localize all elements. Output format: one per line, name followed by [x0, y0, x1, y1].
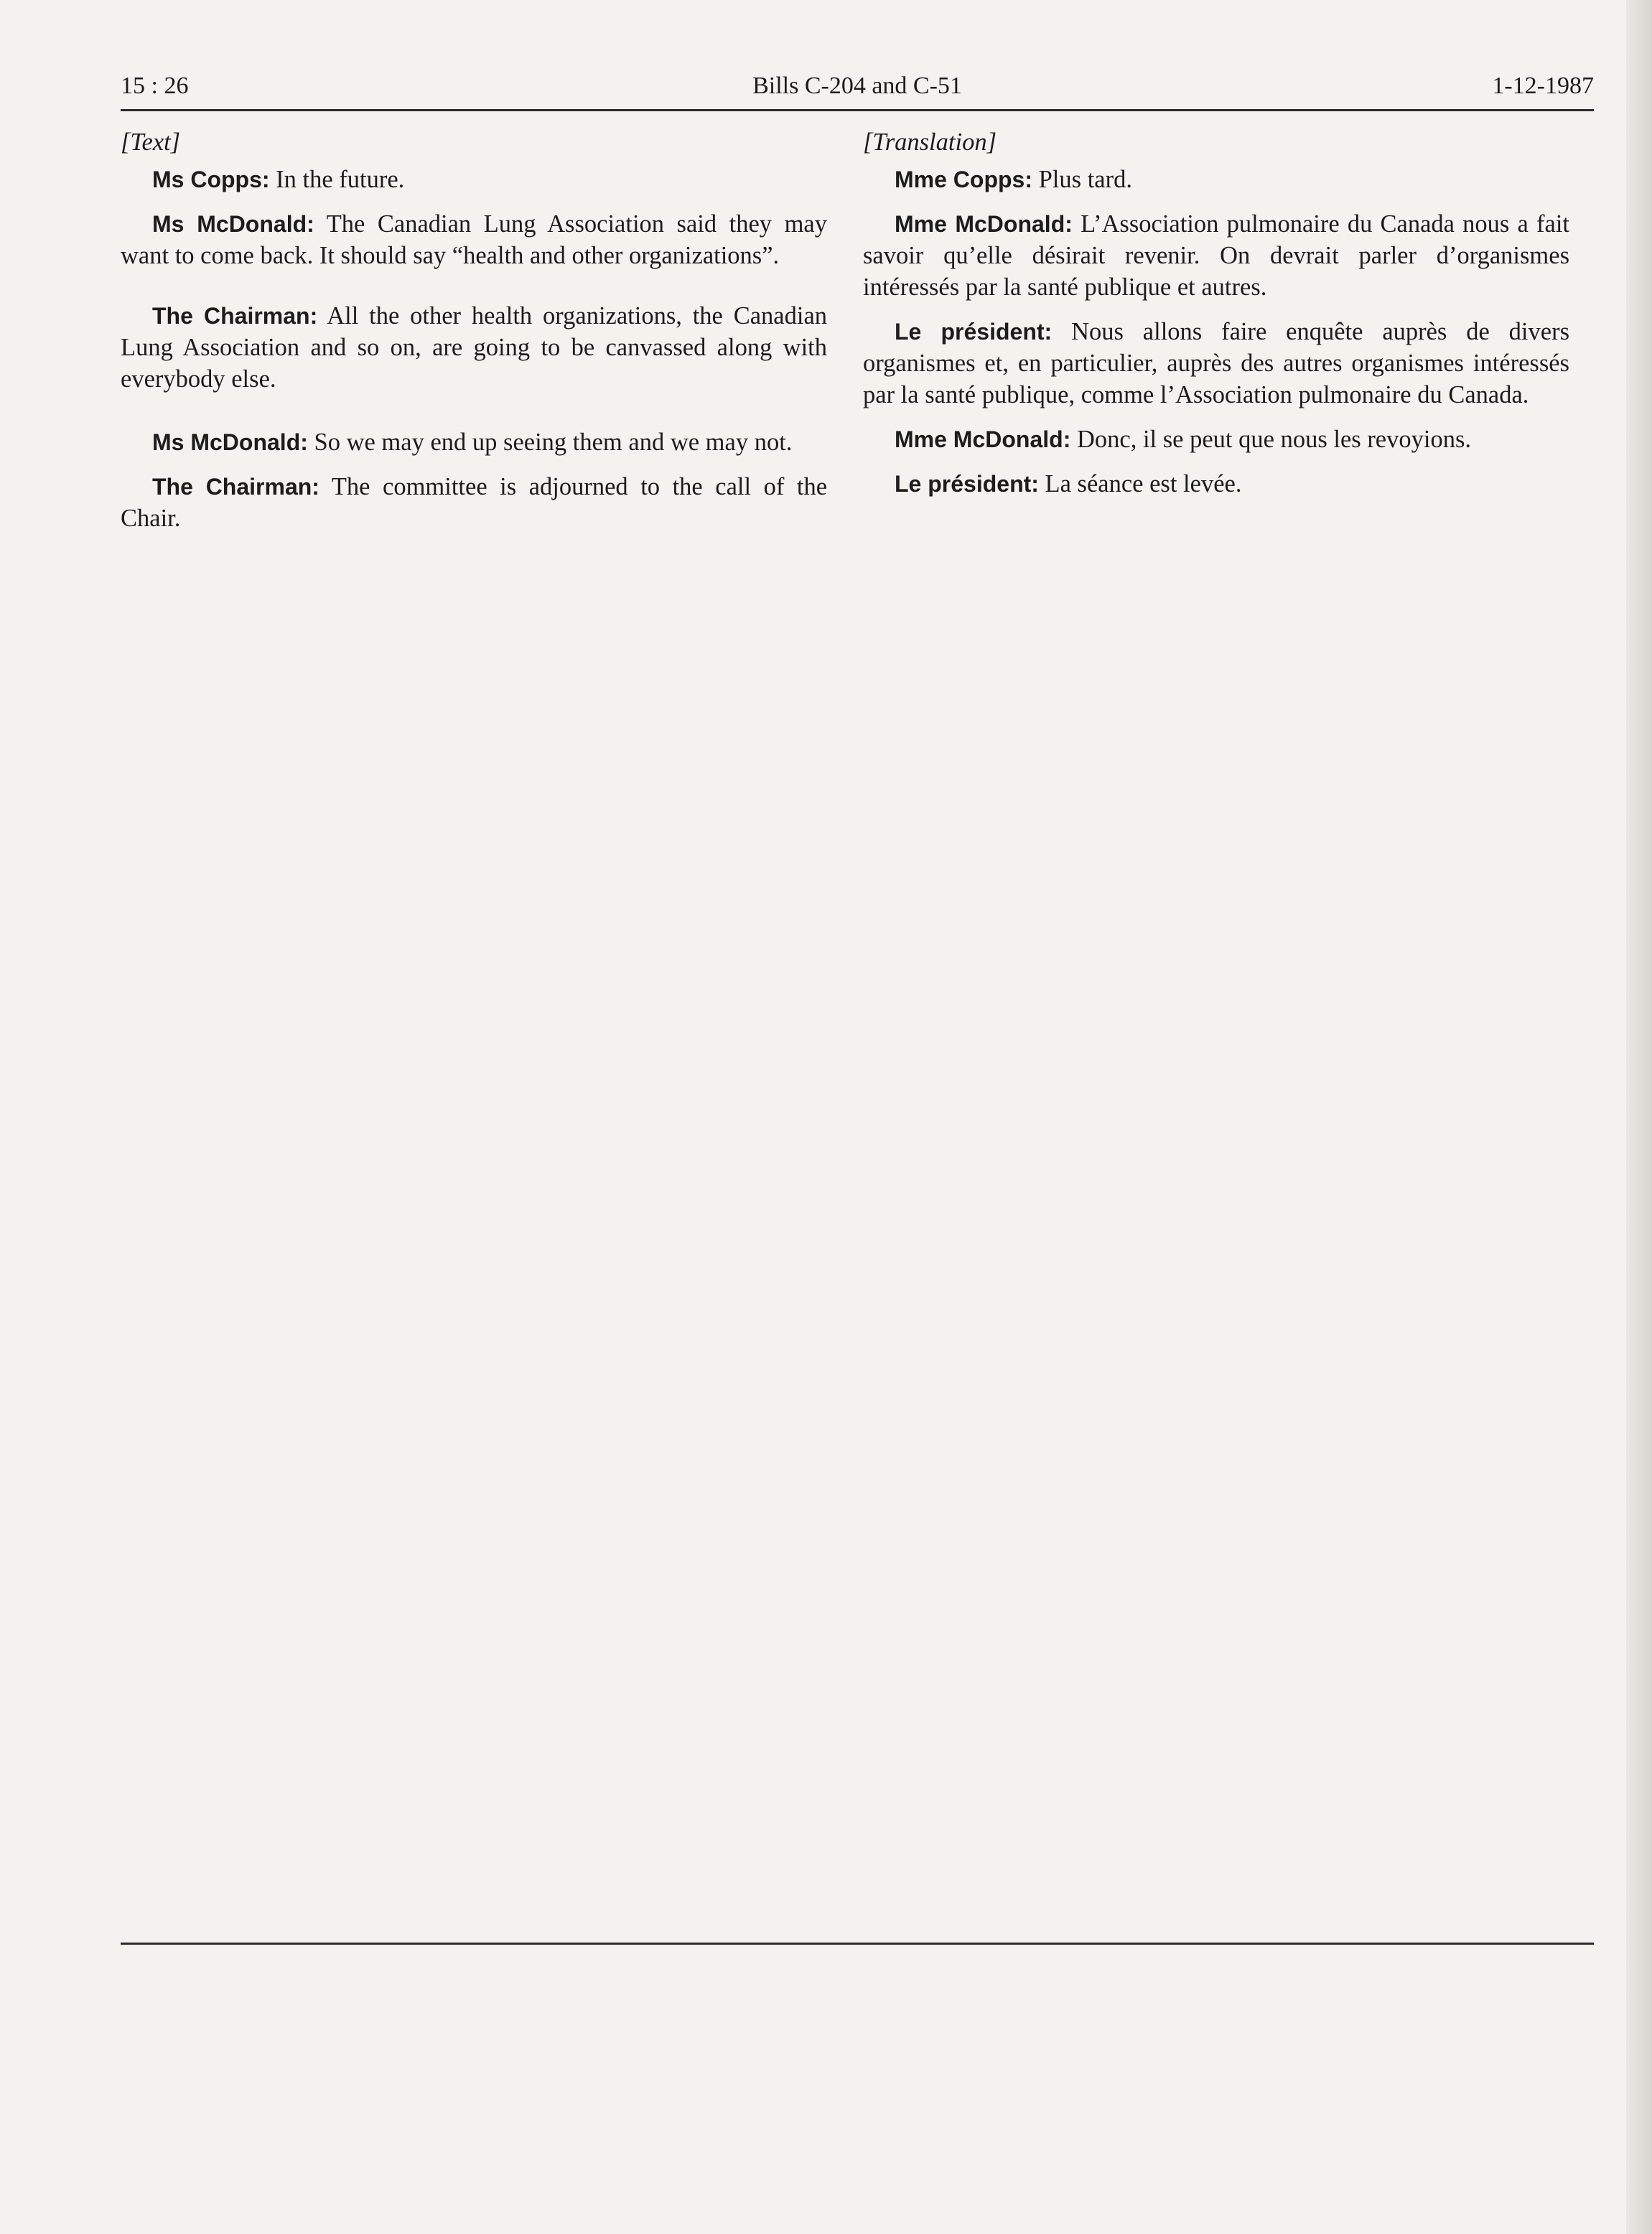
page-date: 1-12-1987	[1492, 73, 1594, 99]
transcript-paragraph	[863, 208, 1569, 303]
transcript-paragraph	[863, 468, 1569, 500]
translation-label: [Translation]	[863, 128, 997, 156]
speech-text: L’Association pulmonaire du Canada nous a fait savoir qu’elle désirait revenir. On devrait parler d’organismes intéressés par la santé publique et autres.	[863, 210, 1570, 301]
transcript-paragraph	[121, 300, 827, 395]
speech-text: Plus tard.	[1032, 166, 1132, 193]
speech-text: Nous allons faire enquête auprès de divers organismes et, en particulier, auprès des autres organismes intéressés par la santé publique, comme l’Association pulmonaire du Canada.	[863, 318, 1569, 408]
speaker-name: Le président:	[895, 319, 1053, 345]
speaker-name: Le président:	[895, 471, 1039, 497]
speech-text: La séance est levée.	[1038, 470, 1242, 497]
page-edge-shadow	[1626, 0, 1652, 2234]
transcript-paragraph	[121, 471, 827, 534]
transcript-paragraph	[863, 424, 1569, 455]
speaker-name: Mme McDonald:	[895, 426, 1071, 452]
speaker-name: Ms Copps:	[152, 167, 270, 192]
french-column	[863, 126, 1569, 513]
text-label: [Text]	[121, 128, 181, 156]
transcript-paragraph	[863, 316, 1569, 411]
speech-text: In the future.	[269, 166, 405, 193]
transcript-paragraph	[121, 208, 827, 271]
speaker-name: The Chairman:	[152, 303, 318, 329]
speaker-name: Mme Copps:	[895, 167, 1032, 192]
speech-text: Donc, il se peut que nous les revoyions.	[1070, 426, 1472, 453]
speech-text: So we may end up seeing them and we may not.	[307, 429, 793, 456]
speech-text: All the other health organizations, the Canadian Lung Association and so on, are going to be canvassed along with everybody else.	[121, 302, 828, 393]
transcript-paragraph	[121, 426, 827, 458]
speaker-name: Ms McDonald:	[152, 211, 314, 237]
speech-text: The committee is adjourned to the call of the Chair.	[121, 473, 828, 532]
running-title: Bills C-204 and C-51	[752, 73, 962, 99]
page-number: 15 : 26	[121, 73, 189, 99]
speaker-name: Ms McDonald:	[152, 429, 308, 455]
english-column	[121, 126, 827, 547]
transcript-paragraph	[121, 164, 827, 195]
speaker-name: The Chairman:	[152, 474, 319, 500]
header-rule	[121, 109, 1594, 111]
transcript-paragraph	[863, 164, 1569, 195]
speaker-name: Mme McDonald:	[895, 211, 1073, 237]
page-header	[121, 66, 1594, 106]
speech-text: The Canadian Lung Association said they may want to come back. It should say “health and other organizations”.	[121, 210, 827, 269]
footer-rule	[121, 1943, 1594, 1945]
